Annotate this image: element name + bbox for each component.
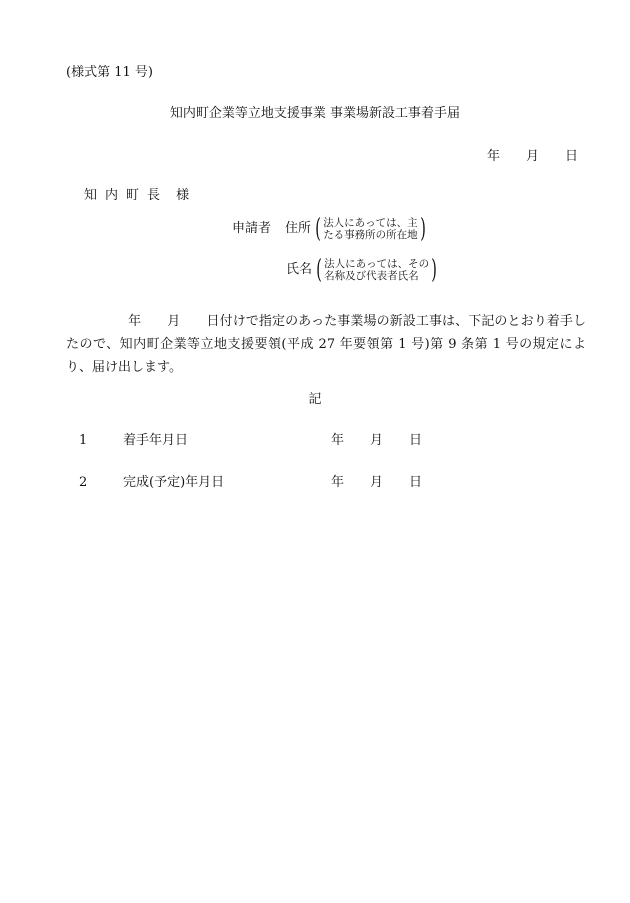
- item-month: 月: [370, 433, 384, 448]
- open-paren: (: [315, 214, 321, 244]
- address-note-line: 法人にあっては、主: [323, 217, 418, 229]
- addressee-char: 町: [126, 188, 140, 203]
- date-year: 年: [486, 149, 500, 164]
- open-paren: (: [316, 255, 322, 285]
- body-text: 日付けで指定のあった事業場の新設工事は、下記のとおり着手したので、知内町企業等立地支援要領(平成 27 年要領第 1 号)第 9 条第 1 号の規定により、届け出します。: [66, 314, 586, 375]
- item-date: [331, 432, 422, 450]
- address-note-line: たる事務所の所在地: [323, 229, 418, 241]
- address-label: 住所: [285, 221, 312, 236]
- item-date: [331, 474, 422, 492]
- applicant-name-row: [286, 256, 439, 284]
- close-paren: ): [431, 255, 437, 285]
- body-year: 年: [128, 314, 142, 329]
- item-number: 1: [79, 433, 88, 448]
- item-label: 着手年月日: [123, 433, 189, 448]
- close-paren: ): [419, 214, 426, 244]
- submission-date: [487, 148, 578, 166]
- addressee-char: 内: [105, 188, 119, 203]
- item-year: 年: [331, 433, 345, 448]
- applicant-address-row: [232, 215, 428, 243]
- name-note: [314, 256, 439, 284]
- item-day: 日: [409, 475, 423, 490]
- date-month: 月: [525, 149, 539, 164]
- name-note-line: 法人にあっては、その: [324, 258, 430, 270]
- ki-heading: 記: [308, 392, 322, 407]
- date-day: 日: [564, 149, 578, 164]
- addressee: [84, 187, 189, 205]
- body-month: 月: [167, 314, 181, 329]
- body-paragraph: [66, 310, 586, 379]
- item-day: 日: [409, 433, 423, 448]
- item-label: 完成(予定)年月日: [123, 475, 225, 490]
- name-label: 氏名: [286, 262, 313, 277]
- item-start-date: [79, 432, 422, 450]
- item-number: 2: [79, 475, 88, 490]
- address-note: [313, 215, 428, 243]
- document-title: 知内町企業等立地支援事業 事業場新設工事着手届: [169, 106, 461, 121]
- item-month: 月: [370, 475, 384, 490]
- name-note-line: 名称及び代表者氏名: [324, 270, 419, 282]
- item-completion-date: [79, 474, 422, 492]
- form-number: (様式第 11 号): [66, 65, 153, 80]
- addressee-char: 知: [84, 188, 98, 203]
- applicant-label: 申請者: [232, 221, 272, 236]
- addressee-char: 長: [147, 188, 161, 203]
- addressee-honorific: 様: [176, 188, 190, 203]
- item-year: 年: [331, 475, 345, 490]
